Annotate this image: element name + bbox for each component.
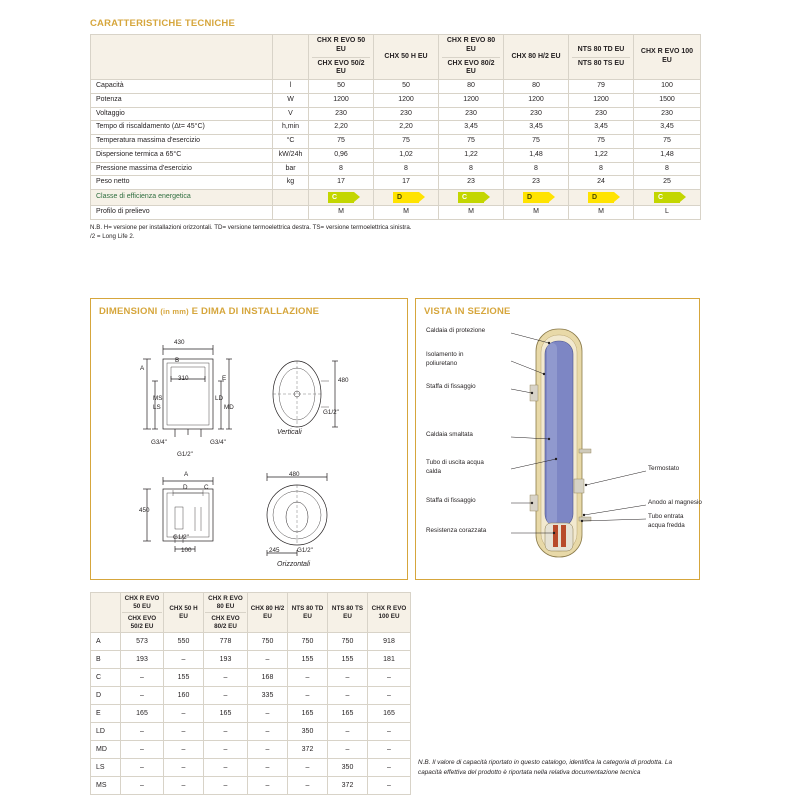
cell: M [309, 206, 374, 220]
cell: 23 [504, 176, 569, 190]
section-label-isolamento: Isolamento in poliuretano [426, 351, 464, 367]
row-label: Profilo di prelievo [91, 206, 273, 220]
dim-header-blank [91, 593, 121, 633]
dim-header-col-1-top: CHX R EVO 50 EU [124, 595, 160, 610]
energy-badge-cell [569, 190, 634, 206]
cell: 168 [248, 669, 288, 687]
dim-header-col-2 [164, 593, 204, 633]
dimensions-panel [90, 298, 408, 580]
header-col-1 [309, 35, 374, 80]
cell: 3,45 [569, 121, 634, 135]
cell: 230 [439, 107, 504, 121]
table-row [91, 80, 701, 94]
label-h-c: C [204, 484, 209, 491]
cell: 8 [569, 162, 634, 176]
cell: 17 [309, 176, 374, 190]
cell: 230 [309, 107, 374, 121]
dimensions-table [90, 592, 411, 795]
label-h-245: 245 [269, 547, 280, 554]
label-ms: MS [153, 395, 163, 402]
cell: 1,48 [634, 148, 701, 162]
cell: – [288, 759, 328, 777]
cell: – [248, 723, 288, 741]
capacity-note: N.B. Il valore di capacità riportato in questo catalogo, identifica la categoria di prodotta. La capacità effettiva del prodotto è riportata nella relativa documentazione tecnica [418, 759, 672, 776]
cell: 350 [288, 723, 328, 741]
label-thread-g12-side: G1/2" [323, 409, 339, 416]
cell: – [164, 723, 204, 741]
row-unit: V [273, 107, 309, 121]
dimensions-title-main: DIMENSIONI [99, 306, 158, 317]
cell: 79 [569, 80, 634, 94]
cell: – [204, 759, 248, 777]
dimensions-title-rest: E DIMA DI INSTALLAZIONE [191, 306, 320, 317]
cell: – [121, 723, 164, 741]
cell: – [368, 777, 411, 795]
row-label: Temperatura massima d'esercizio [91, 135, 273, 149]
technical-specs-table [90, 34, 701, 220]
cell: 230 [569, 107, 634, 121]
dim-header-col-6-top: NTS 80 TS EU [331, 605, 364, 620]
cell: 50 [374, 80, 439, 94]
technical-specs-section [90, 18, 700, 242]
label-inner-310: 310 [178, 375, 189, 382]
cell: 8 [309, 162, 374, 176]
header-unit [273, 35, 309, 80]
dimensions-header-row [91, 593, 411, 633]
cell: – [368, 741, 411, 759]
dim-row-label: LD [91, 723, 121, 741]
cell: – [328, 687, 368, 705]
cell: 100 [634, 80, 701, 94]
cell: 2,20 [374, 121, 439, 135]
energy-badge-cell [634, 190, 701, 206]
cell: 75 [439, 135, 504, 149]
energy-class-badge: C [458, 192, 484, 203]
row-label: Dispersione termica a 65°C [91, 148, 273, 162]
label-thread-g12-center: G1/2" [177, 451, 193, 458]
cell: 75 [569, 135, 634, 149]
section-label-caldaia-protezione: Caldaia di protezione [426, 327, 486, 334]
label-h-inner-100: 100 [181, 547, 192, 554]
cell: 165 [121, 705, 164, 723]
energy-badge-cell [374, 190, 439, 206]
energy-class-unit [273, 190, 309, 206]
row-unit: h,min [273, 121, 309, 135]
cell: – [248, 741, 288, 759]
dim-header-col-1 [121, 593, 164, 633]
row-label: Pressione massima d'esercizio [91, 162, 273, 176]
energy-class-label: Classe di efficienza energetica [91, 190, 273, 206]
header-col-5 [569, 35, 634, 80]
row-label: Peso netto [91, 176, 273, 190]
table-row [91, 687, 411, 705]
dim-header-col-3-top: CHX R EVO 80 EU [208, 595, 243, 610]
cell: 8 [504, 162, 569, 176]
horizontal-caption: Orizzontali [277, 561, 311, 568]
dimensions-drawings [91, 321, 409, 576]
table-row [91, 107, 701, 121]
label-h-thread-1: G1/2" [173, 534, 189, 541]
table-row [91, 723, 411, 741]
table-row [91, 741, 411, 759]
table-row [91, 162, 701, 176]
table-row [91, 669, 411, 687]
vertical-caption: Verticali [277, 429, 302, 436]
label-width-430: 430 [174, 339, 185, 346]
label-b: B [175, 357, 180, 364]
cell: 181 [368, 651, 411, 669]
header-col-2-top: CHX 50 H EU [384, 52, 428, 60]
header-col-5-bottom: NTS 80 TS EU [572, 57, 630, 69]
row-unit: W [273, 93, 309, 107]
cell: 3,45 [504, 121, 569, 135]
cell: 372 [288, 741, 328, 759]
label-thread-g34-left: G3/4" [151, 439, 167, 446]
cell: 8 [634, 162, 701, 176]
cell: 155 [288, 651, 328, 669]
cell: 1,22 [439, 148, 504, 162]
cell: – [121, 687, 164, 705]
label-e: E [222, 375, 227, 382]
cell: – [288, 669, 328, 687]
cell: 230 [634, 107, 701, 121]
label-h-thread-2: G1/2" [297, 547, 313, 554]
cell: 24 [569, 176, 634, 190]
cell: 0,96 [309, 148, 374, 162]
cell: 778 [204, 633, 248, 651]
cell: 80 [439, 80, 504, 94]
cell: 335 [248, 687, 288, 705]
cell: – [248, 759, 288, 777]
cell: M [504, 206, 569, 220]
cell: – [204, 687, 248, 705]
table-row [91, 777, 411, 795]
dimensions-title [99, 306, 319, 317]
cell: M [439, 206, 504, 220]
cell: 25 [634, 176, 701, 190]
row-unit: bar [273, 162, 309, 176]
cell: 230 [504, 107, 569, 121]
cell: 1,48 [504, 148, 569, 162]
dim-header-col-4 [248, 593, 288, 633]
dim-header-col-7 [368, 593, 411, 633]
cell: – [204, 777, 248, 795]
label-h-d: D [183, 484, 188, 491]
label-ld: LD [215, 395, 224, 402]
header-blank [91, 35, 273, 80]
cell: 8 [374, 162, 439, 176]
dim-row-label: D [91, 687, 121, 705]
section-label-termostato: Termostato [648, 465, 680, 472]
label-thread-g34-right: G3/4" [210, 439, 226, 446]
dim-header-col-3-bottom: CHX EVO 80/2 EU [205, 612, 246, 630]
header-col-4-top: CHX 80 H/2 EU [511, 52, 561, 60]
energy-class-badge: C [328, 192, 354, 203]
cell: – [204, 741, 248, 759]
table-row [91, 705, 411, 723]
row-unit [273, 206, 309, 220]
header-col-6 [634, 35, 701, 80]
cell: – [328, 669, 368, 687]
table-row [91, 176, 701, 190]
header-col-2 [374, 35, 439, 80]
header-col-3-bottom: CHX EVO 80/2 EU [442, 57, 500, 78]
cell: – [121, 777, 164, 795]
cell: 8 [439, 162, 504, 176]
cell: 50 [309, 80, 374, 94]
dim-row-label: A [91, 633, 121, 651]
cell: 1,02 [374, 148, 439, 162]
row-unit: kW/24h [273, 148, 309, 162]
cell: 193 [121, 651, 164, 669]
energy-class-badge: D [523, 192, 549, 203]
cell: – [288, 687, 328, 705]
row-label: Voltaggio [91, 107, 273, 121]
cell: 160 [164, 687, 204, 705]
cell: 155 [164, 669, 204, 687]
header-col-1-top: CHX R EVO 50 EU [316, 37, 366, 53]
cell: 750 [288, 633, 328, 651]
cell: 230 [374, 107, 439, 121]
cell: 1,22 [569, 148, 634, 162]
label-depth-480: 480 [338, 377, 349, 384]
table-row [91, 651, 411, 669]
table-row [91, 93, 701, 107]
energy-badge-cell [309, 190, 374, 206]
dimensions-table-section [90, 592, 410, 795]
section-label-caldaia-smaltata: Caldaia smaltata [426, 431, 473, 438]
cell: – [164, 741, 204, 759]
cell: – [328, 723, 368, 741]
dim-header-col-4-top: CHX 80 H/2 EU [250, 605, 285, 620]
header-col-6-top: CHX R EVO 100 EU [640, 48, 694, 64]
cell: 193 [204, 651, 248, 669]
cell: 550 [164, 633, 204, 651]
cell: 372 [328, 777, 368, 795]
cell: – [121, 759, 164, 777]
cell: 75 [634, 135, 701, 149]
dim-row-label: MD [91, 741, 121, 759]
cell: 155 [328, 651, 368, 669]
cell: – [288, 777, 328, 795]
dim-row-label: E [91, 705, 121, 723]
label-h-a: A [184, 471, 189, 478]
cell: 573 [121, 633, 164, 651]
row-unit: °C [273, 135, 309, 149]
cell: – [204, 723, 248, 741]
section-view-title: VISTA IN SEZIONE [424, 306, 511, 317]
dim-row-label: MS [91, 777, 121, 795]
cell: – [368, 687, 411, 705]
energy-badge-cell [504, 190, 569, 206]
technical-note-line-1: N.B. H= versione per installazioni orizzontali. TD= versione termoelettrica destra. TS= versione termoelettrica sinistra. [90, 223, 412, 231]
cell: 750 [248, 633, 288, 651]
section-view-panel [415, 298, 700, 580]
cell: – [121, 669, 164, 687]
header-col-3-top: CHX R EVO 80 EU [446, 37, 496, 53]
label-h-e: 450 [139, 507, 150, 514]
cell: – [368, 759, 411, 777]
cell: – [164, 777, 204, 795]
cell: – [368, 669, 411, 687]
cell: 80 [504, 80, 569, 94]
dim-header-col-7-top: CHX R EVO 100 EU [371, 605, 407, 620]
cell: 75 [374, 135, 439, 149]
header-col-5-top: NTS 80 TD EU [577, 45, 625, 53]
label-a: A [140, 365, 145, 372]
cell: 3,45 [634, 121, 701, 135]
section-label-tubo-entrata: Tubo entrata acqua fredda [648, 513, 685, 529]
dim-header-col-5 [288, 593, 328, 633]
cell: 350 [328, 759, 368, 777]
cell: 750 [328, 633, 368, 651]
energy-class-badge: D [588, 192, 614, 203]
cell: – [248, 777, 288, 795]
dim-header-col-3 [204, 593, 248, 633]
cell: M [374, 206, 439, 220]
technical-specs-title: CARATTERISTICHE TECNICHE [90, 18, 236, 29]
cell: – [248, 705, 288, 723]
table-row [91, 206, 701, 220]
cell: 75 [309, 135, 374, 149]
dim-header-col-5-top: NTS 80 TD EU [291, 605, 324, 620]
cell: – [121, 741, 164, 759]
cell: 2,20 [309, 121, 374, 135]
cell: – [164, 705, 204, 723]
energy-class-badge: C [654, 192, 680, 203]
cell: – [328, 741, 368, 759]
technical-note-line-2: /2 = Long Life 2. [90, 232, 135, 240]
row-unit: kg [273, 176, 309, 190]
cell: 165 [328, 705, 368, 723]
label-md: MD [224, 404, 234, 411]
section-label-anodo: Anodo al magnesio [648, 499, 702, 506]
cell: 165 [204, 705, 248, 723]
row-label: Potenza [91, 93, 273, 107]
cell: M [569, 206, 634, 220]
table-header-row [91, 35, 701, 80]
technical-note [90, 224, 700, 242]
table-row [91, 121, 701, 135]
table-row [91, 148, 701, 162]
cell: 1200 [504, 93, 569, 107]
row-unit: l [273, 80, 309, 94]
table-row [91, 759, 411, 777]
cell: – [248, 651, 288, 669]
cell: 17 [374, 176, 439, 190]
label-h-width-480: 480 [289, 471, 300, 478]
dim-header-col-6 [328, 593, 368, 633]
cell: 75 [504, 135, 569, 149]
cell: 1500 [634, 93, 701, 107]
section-label-resistenza: Resistenza corazzata [426, 527, 487, 534]
cell: 3,45 [439, 121, 504, 135]
table-row [91, 135, 701, 149]
cell: – [164, 651, 204, 669]
cell: 1200 [374, 93, 439, 107]
header-col-4 [504, 35, 569, 80]
table-row [91, 633, 411, 651]
section-label-staffa-top: Staffa di fissaggio [426, 383, 476, 390]
dim-row-label: C [91, 669, 121, 687]
header-col-3 [439, 35, 504, 80]
cell: 1200 [569, 93, 634, 107]
cell: 1200 [439, 93, 504, 107]
cell: 23 [439, 176, 504, 190]
cell: 165 [368, 705, 411, 723]
dim-header-col-1-bottom: CHX EVO 50/2 EU [122, 612, 162, 630]
label-ls: LS [153, 404, 161, 411]
cell: 165 [288, 705, 328, 723]
cell: – [368, 723, 411, 741]
dim-row-label: B [91, 651, 121, 669]
cell: – [204, 669, 248, 687]
section-label-staffa-bottom: Staffa di fissaggio [426, 497, 476, 504]
energy-class-row [91, 190, 701, 206]
dim-row-label: LS [91, 759, 121, 777]
cell: 1200 [309, 93, 374, 107]
row-label: Tempo di riscaldamento (Δt= 45°C) [91, 121, 273, 135]
row-label: Capacità [91, 80, 273, 94]
cell: – [164, 759, 204, 777]
cell: 918 [368, 633, 411, 651]
dim-header-col-2-top: CHX 50 H EU [169, 605, 198, 620]
energy-class-badge: D [393, 192, 419, 203]
energy-badge-cell [439, 190, 504, 206]
cell: L [634, 206, 701, 220]
dimensions-title-paren: (in mm) [160, 307, 189, 316]
header-col-1-bottom: CHX EVO 50/2 EU [312, 57, 370, 78]
section-label-tubo-uscita: Tubo di uscita acqua calda [426, 459, 484, 475]
